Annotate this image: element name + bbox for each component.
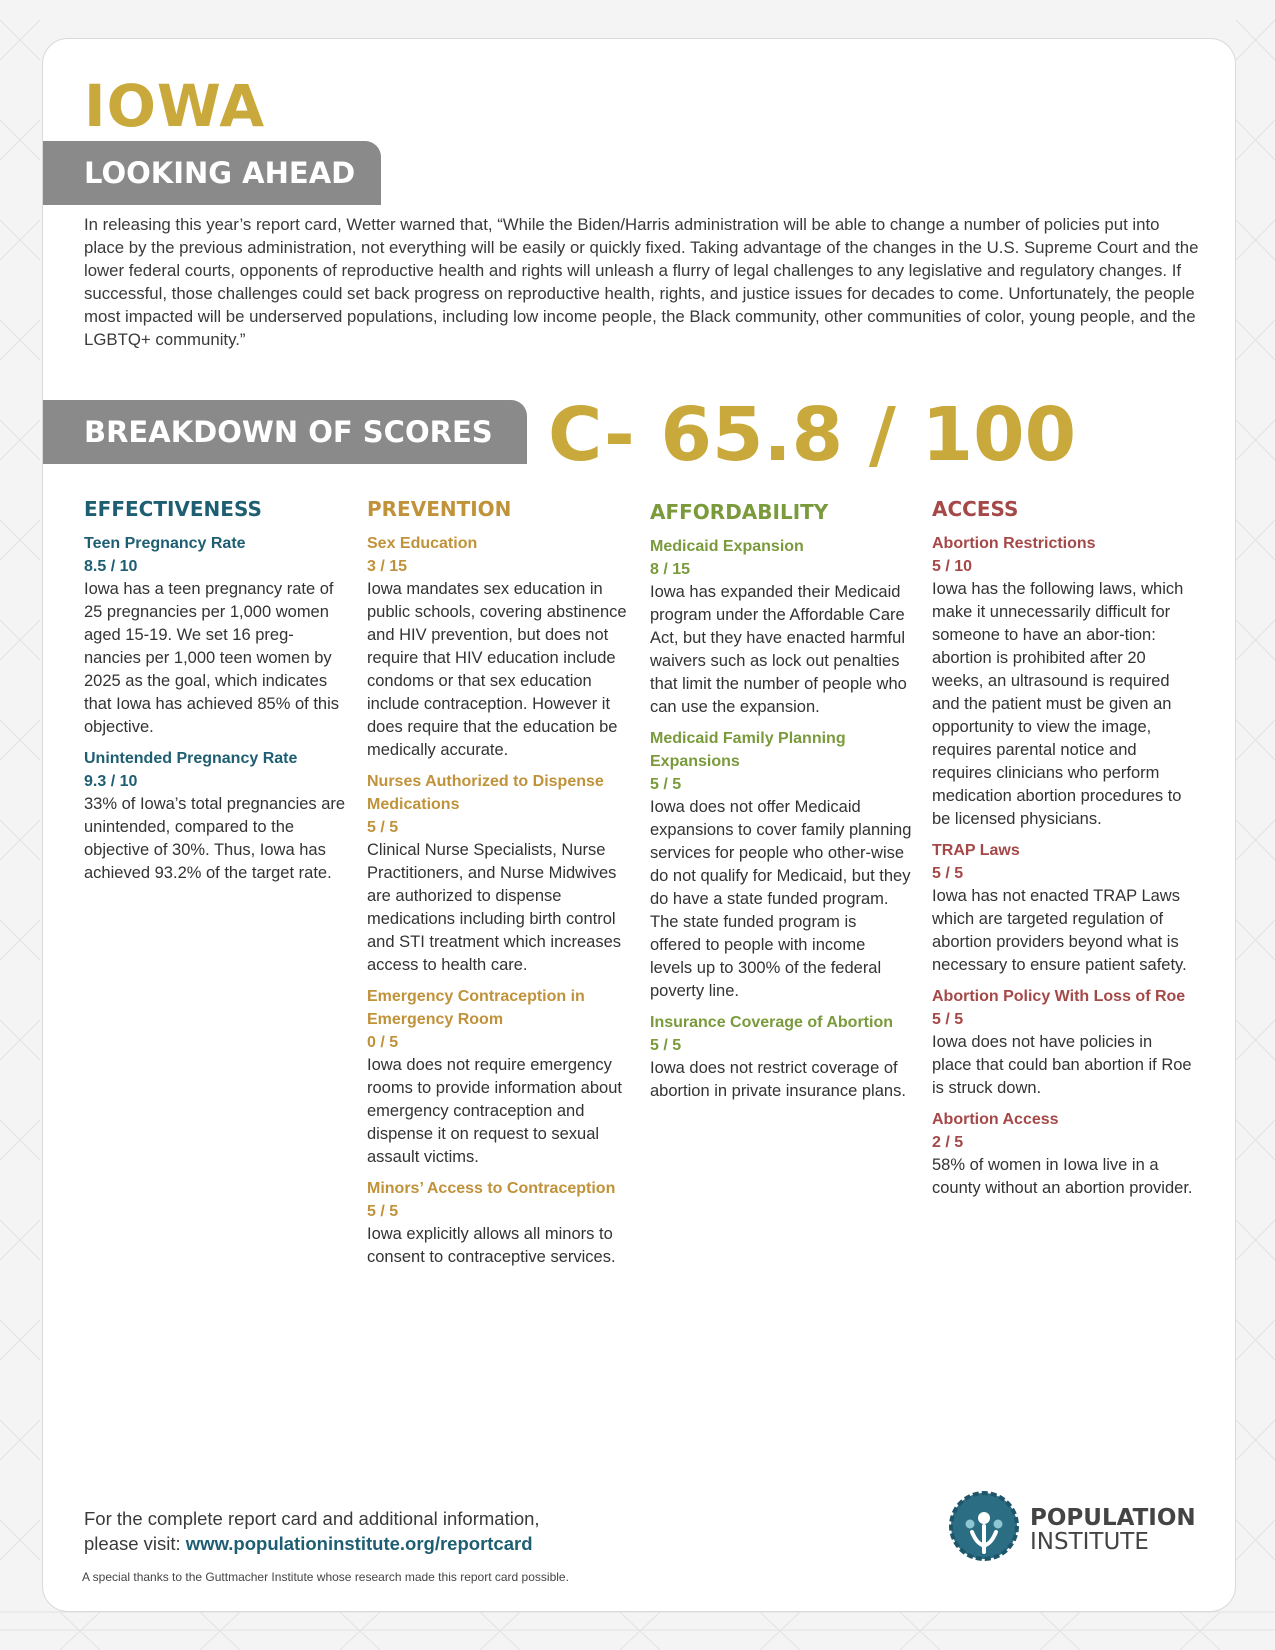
item-score: 2 / 5 — [932, 1134, 964, 1151]
score-item — [367, 770, 629, 977]
footer-info — [84, 1506, 644, 1556]
item-text: Iowa mandates sex education in public schools, covering abstinence and HIV prevention, but does not require that HIV education include condoms or that sex education include contraception. However it does require that the education be medically accurate. — [367, 580, 627, 759]
effectiveness-column — [84, 496, 346, 893]
item-score: 5 / 5 — [650, 776, 682, 793]
score-item — [932, 532, 1194, 831]
item-title: TRAP Laws — [932, 842, 1020, 859]
looking-ahead-heading-text: LOOKING AHEAD — [84, 156, 356, 190]
score-item — [650, 727, 912, 1003]
item-title: Abortion Access — [932, 1111, 1059, 1128]
item-text: Iowa does not offer Medicaid expansions to cover family planning services for people who other-wise do not qualify for Medicaid, but they do have a state funded program. The state funded program is offered to people with income levels up to 300% of the federal poverty line. — [650, 798, 912, 1000]
score-item — [367, 1177, 629, 1269]
item-title: Insurance Coverage of Abortion — [650, 1014, 893, 1031]
item-text: Iowa explicitly allows all minors to consent to contraceptive services. — [367, 1225, 616, 1266]
logo-line-1: POPULATION — [1030, 1505, 1196, 1531]
item-score: 5 / 5 — [367, 819, 399, 836]
breakdown-heading-text: BREAKDOWN OF SCORES — [84, 415, 493, 449]
score-item — [84, 532, 346, 739]
score-item — [932, 1108, 1194, 1200]
item-score: 8.5 / 10 — [84, 558, 138, 575]
logo-line-2: INSTITUTE — [1030, 1529, 1149, 1555]
logo-wordmark — [1030, 1506, 1196, 1554]
acknowledgement-text: A special thanks to the Guttmacher Institute whose research made this report card possible. — [82, 1570, 569, 1584]
item-text: Clinical Nurse Specialists, Nurse Practitioners, and Nurse Midwives are authorized to dispense medications including birth control and STI treatment which increases access to health care. — [367, 841, 622, 974]
item-title: Emergency Contraception in Emergency Room — [367, 988, 585, 1028]
item-score: 5 / 10 — [932, 558, 973, 575]
score-item — [367, 532, 629, 762]
item-title: Abortion Restrictions — [932, 535, 1096, 552]
prevention-column — [367, 496, 629, 1277]
item-title: Sex Education — [367, 535, 478, 552]
item-title: Abortion Policy With Loss of Roe — [932, 988, 1186, 1005]
looking-ahead-text: In releasing this year’s report card, Wetter warned that, “While the Biden/Harris administration will be able to change a number of policies put into place by the previous administration, not everything will be easily or quickly fixed. Taking advantage of the changes in the U.S. Supreme Court and the lower federal courts, opponents of reproductive health and rights will unleash a flurry of legal challenges to any legislative and regulatory changes. If successful, those challenges could set back progress on reproductive health, rights, and justice issues for decades to come. Unfortunately, the people most impacted will be underserved populations, including low income people, the Black community, other communities of color, young people, and the LGBTQ+ community.” — [84, 215, 1199, 349]
item-score: 5 / 5 — [932, 865, 964, 882]
footer-visit-prefix: please visit: — [84, 1533, 186, 1554]
item-title: Nurses Authorized to Dispense Medications — [367, 773, 604, 813]
footer-line-2 — [84, 1531, 644, 1556]
item-score: 3 / 15 — [367, 558, 408, 575]
item-score: 5 / 5 — [932, 1011, 964, 1028]
access-column — [932, 496, 1194, 1208]
item-score: 5 / 5 — [650, 1037, 682, 1054]
item-text: Iowa has the following laws, which make it unnecessarily difficult for someone to have an abor-tion: abortion is prohibited after 20 weeks, an ultrasound is required and the patient must be given an opportunity to view the image, requires parental notice and requires clinicians who perform medication abortion procedures to be licensed physicians. — [932, 580, 1184, 828]
score-item — [650, 1011, 912, 1103]
item-text: Iowa does not require emergency rooms to provide information about emergency contraception and dispense it on request to sexual assault victims. — [367, 1056, 622, 1166]
item-score: 0 / 5 — [367, 1034, 399, 1051]
column-heading: EFFECTIVENESS — [84, 497, 262, 521]
item-text: Iowa has not enacted TRAP Laws which are targeted regulation of abortion providers beyond what is necessary to ensure patient safety. — [932, 887, 1187, 974]
item-text: 58% of women in Iowa live in a county without an abortion provider. — [932, 1156, 1193, 1197]
report-card-link[interactable]: www.populationinstitute.org/reportcard — [185, 1533, 533, 1554]
breakdown-heading — [43, 400, 527, 464]
footer-line-1: For the complete report card and additional information, — [84, 1508, 540, 1529]
score-item — [84, 747, 346, 885]
affordability-column — [650, 499, 912, 1111]
item-title: Minors’ Access to Contraception — [367, 1180, 616, 1197]
item-text: Iowa has a teen pregnancy rate of 25 pregnancies per 1,000 women aged 15-19. We set 16 preg-nancies per 1,000 teen women by 2025 as the goal, which indicates that Iowa has achieved 85% of this objective. — [84, 580, 339, 736]
column-heading: ACCESS — [932, 497, 1019, 521]
score-item — [650, 535, 912, 719]
item-text: Iowa does not have policies in place that could ban abortion if Roe is struck down. — [932, 1033, 1192, 1097]
item-title: Unintended Pregnancy Rate — [84, 750, 298, 767]
score-item — [367, 985, 629, 1169]
item-title: Medicaid Family Planning Expansions — [650, 730, 846, 770]
column-heading: AFFORDABILITY — [650, 500, 829, 524]
looking-ahead-heading — [43, 141, 381, 205]
overall-score: C- 65.8 / 100 — [548, 392, 1077, 478]
item-score: 9.3 / 10 — [84, 773, 138, 790]
item-text: Iowa has expanded their Medicaid program under the Affordable Care Act, but they have enacted harmful waivers such as lock out penalties that limit the number of people who can use the expansion. — [650, 583, 907, 716]
score-item — [932, 985, 1194, 1100]
item-title: Teen Pregnancy Rate — [84, 535, 246, 552]
state-title: IOWA — [84, 72, 266, 140]
score-item — [932, 839, 1194, 977]
population-institute-logo-icon — [948, 1490, 1020, 1562]
item-score: 5 / 5 — [367, 1203, 399, 1220]
item-text: 33% of Iowa’s total pregnancies are unintended, compared to the objective of 30%. Thus, Iowa has achieved 93.2% of the target rate. — [84, 795, 346, 882]
item-title: Medicaid Expansion — [650, 538, 804, 555]
item-text: Iowa does not restrict coverage of abortion in private insurance plans. — [650, 1059, 906, 1100]
population-institute-logo — [948, 1490, 1198, 1568]
item-score: 8 / 15 — [650, 561, 691, 578]
column-heading: PREVENTION — [367, 497, 512, 521]
